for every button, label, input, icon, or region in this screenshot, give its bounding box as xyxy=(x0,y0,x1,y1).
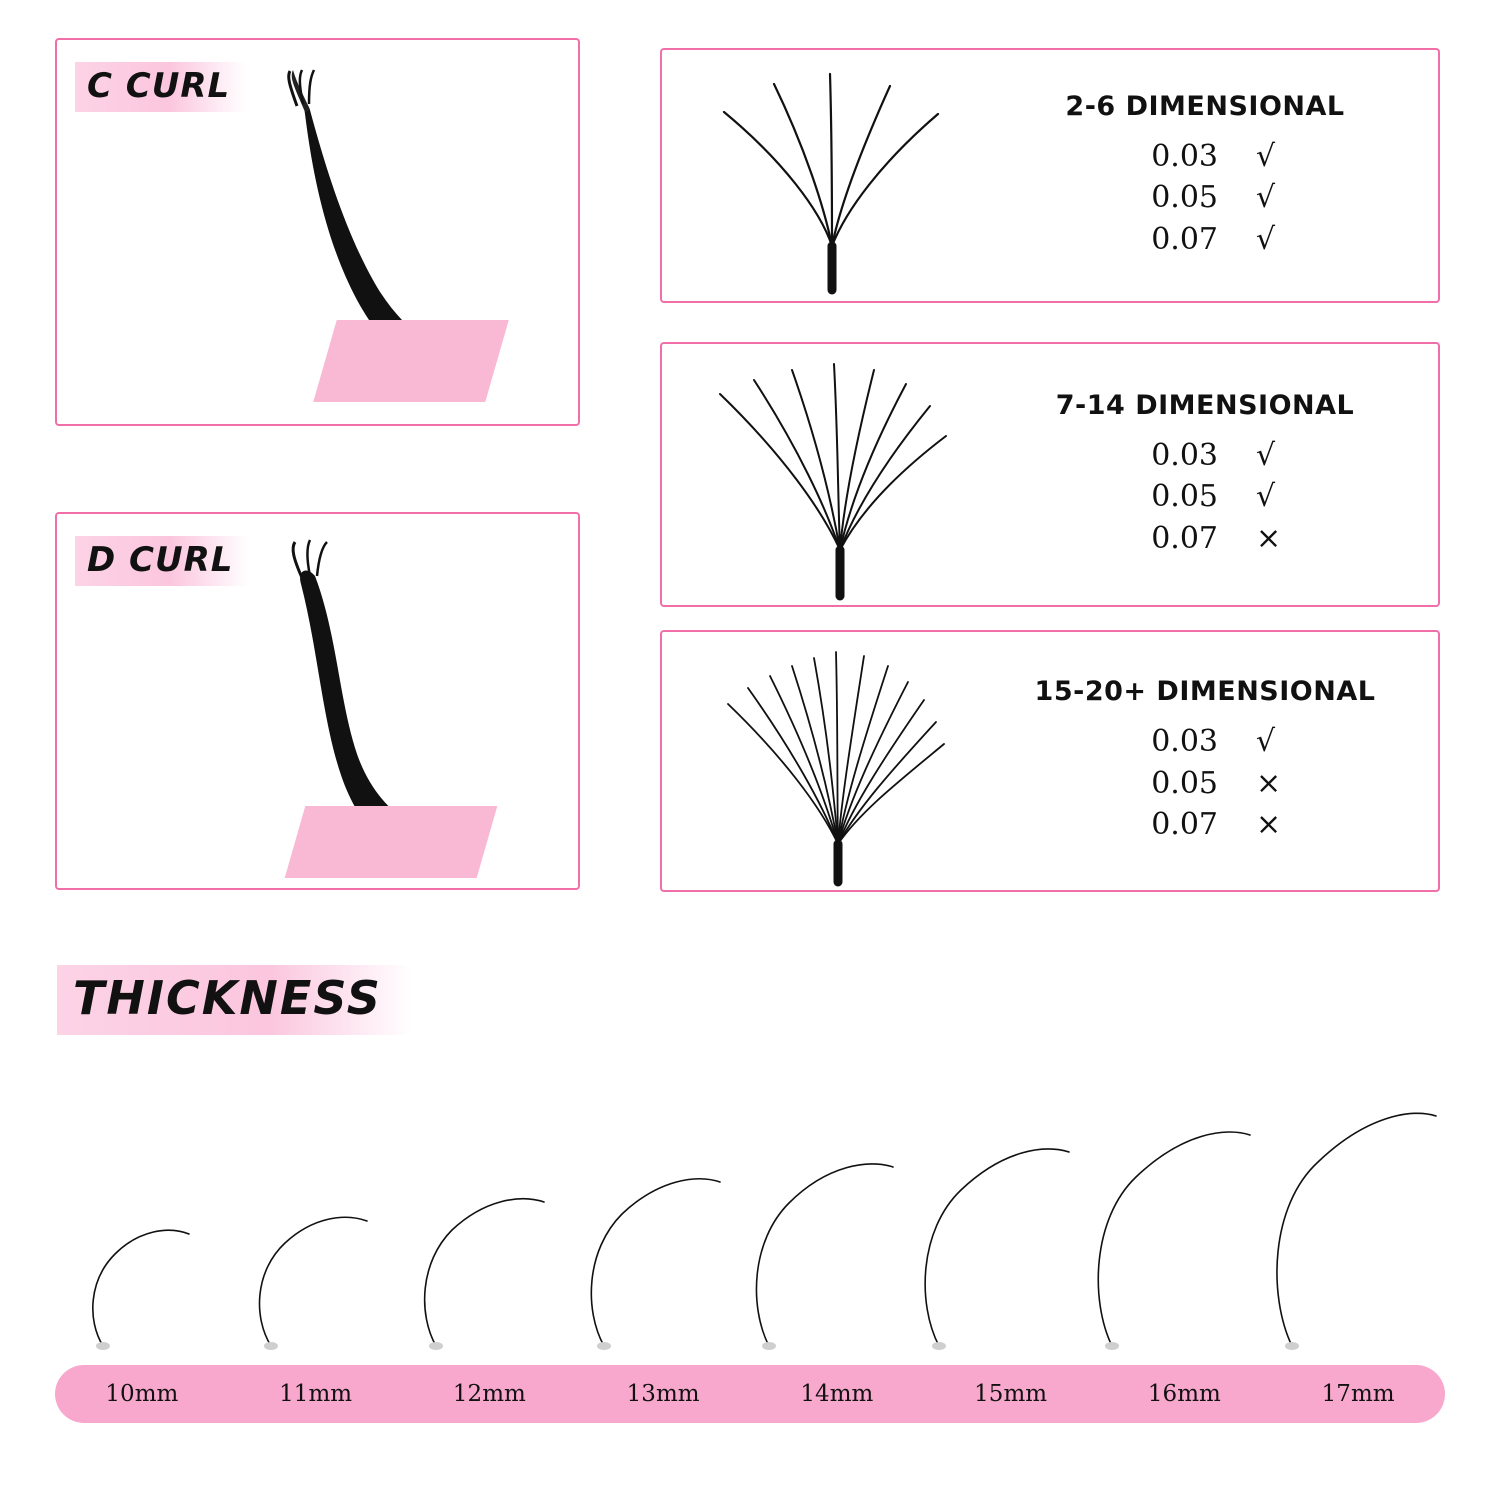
dimension-title: 2-6 DIMENSIONAL xyxy=(1065,90,1345,122)
spec-mark: √ xyxy=(1256,724,1276,760)
spec-mark: × xyxy=(1256,807,1282,843)
spec-row xyxy=(992,763,1418,804)
curl-card-d xyxy=(55,512,580,890)
lash-item xyxy=(905,1045,1080,1350)
fan-illustration xyxy=(662,50,992,301)
spec-mark: √ xyxy=(1256,180,1276,216)
size-label: 13mm xyxy=(626,1381,700,1407)
fan-5-lines xyxy=(662,50,992,300)
dimension-card xyxy=(660,48,1440,303)
spec-row xyxy=(992,219,1418,260)
spec-value: 0.05 xyxy=(1151,479,1218,515)
lash-curve-10mm xyxy=(65,1150,215,1350)
spec-mark: × xyxy=(1256,520,1282,556)
thickness-heading: THICKNESS xyxy=(57,965,412,1035)
lash-item xyxy=(565,1045,735,1350)
spec-mark: × xyxy=(1256,765,1282,801)
spec-value: 0.05 xyxy=(1151,765,1218,801)
lash-item xyxy=(225,1045,395,1350)
curl-card-c xyxy=(55,38,580,426)
dimension-info xyxy=(992,676,1438,845)
spec-row xyxy=(992,518,1418,559)
spec-value: 0.03 xyxy=(1151,437,1218,473)
spec-value: 0.07 xyxy=(1151,807,1218,843)
dimension-info xyxy=(992,91,1438,260)
lash-item xyxy=(1260,1045,1445,1350)
lash-item xyxy=(395,1045,565,1350)
size-label: 14mm xyxy=(800,1381,874,1407)
lash-item xyxy=(55,1045,225,1350)
lash-item xyxy=(735,1045,905,1350)
dimension-title: 7-14 DIMENSIONAL xyxy=(1055,389,1355,421)
size-label: 16mm xyxy=(1147,1381,1221,1407)
lash-curve-11mm xyxy=(233,1135,388,1350)
spec-row xyxy=(992,435,1418,476)
spec-row xyxy=(992,177,1418,218)
size-label: 12mm xyxy=(452,1381,526,1407)
dimension-card xyxy=(660,630,1440,892)
spec-row xyxy=(992,476,1418,517)
spec-value: 0.07 xyxy=(1151,520,1218,556)
fan-8-lines xyxy=(662,344,992,604)
curl-label-c: C CURL xyxy=(75,62,246,112)
pink-chip xyxy=(285,806,498,878)
lash-curve-12mm xyxy=(400,1118,560,1350)
size-label: 17mm xyxy=(1321,1381,1395,1407)
spec-row xyxy=(992,136,1418,177)
spec-value: 0.03 xyxy=(1151,138,1218,174)
spec-mark: √ xyxy=(1256,479,1276,515)
spec-mark: √ xyxy=(1256,437,1276,473)
fan-illustration xyxy=(662,344,992,605)
spec-mark: √ xyxy=(1256,221,1276,257)
dimension-card xyxy=(660,342,1440,607)
fan-12-lines xyxy=(662,632,992,892)
dimension-info xyxy=(992,390,1438,559)
thickness-section xyxy=(0,935,1500,1500)
pink-chip xyxy=(313,320,509,402)
fan-illustration xyxy=(662,632,992,890)
curl-label-d: D CURL xyxy=(75,536,249,586)
size-label: 10mm xyxy=(105,1381,179,1407)
spec-mark: √ xyxy=(1256,138,1276,174)
spec-value: 0.05 xyxy=(1151,180,1218,216)
lash-curve-16mm xyxy=(1080,1055,1260,1350)
spec-row xyxy=(992,721,1418,762)
lash-curve-15mm xyxy=(905,1070,1080,1350)
spec-row xyxy=(992,804,1418,845)
spec-value: 0.07 xyxy=(1151,221,1218,257)
spec-value: 0.03 xyxy=(1151,724,1218,760)
size-label: 15mm xyxy=(974,1381,1048,1407)
lash-length-row xyxy=(55,1045,1445,1350)
lash-curve-13mm xyxy=(568,1100,733,1350)
dimension-title: 15-20+ DIMENSIONAL xyxy=(1034,676,1376,708)
lash-curve-17mm xyxy=(1260,1038,1445,1350)
lash-curve-14mm xyxy=(735,1085,905,1350)
size-label: 11mm xyxy=(279,1381,353,1407)
lash-item xyxy=(1080,1045,1260,1350)
size-scale-bar xyxy=(55,1365,1445,1423)
